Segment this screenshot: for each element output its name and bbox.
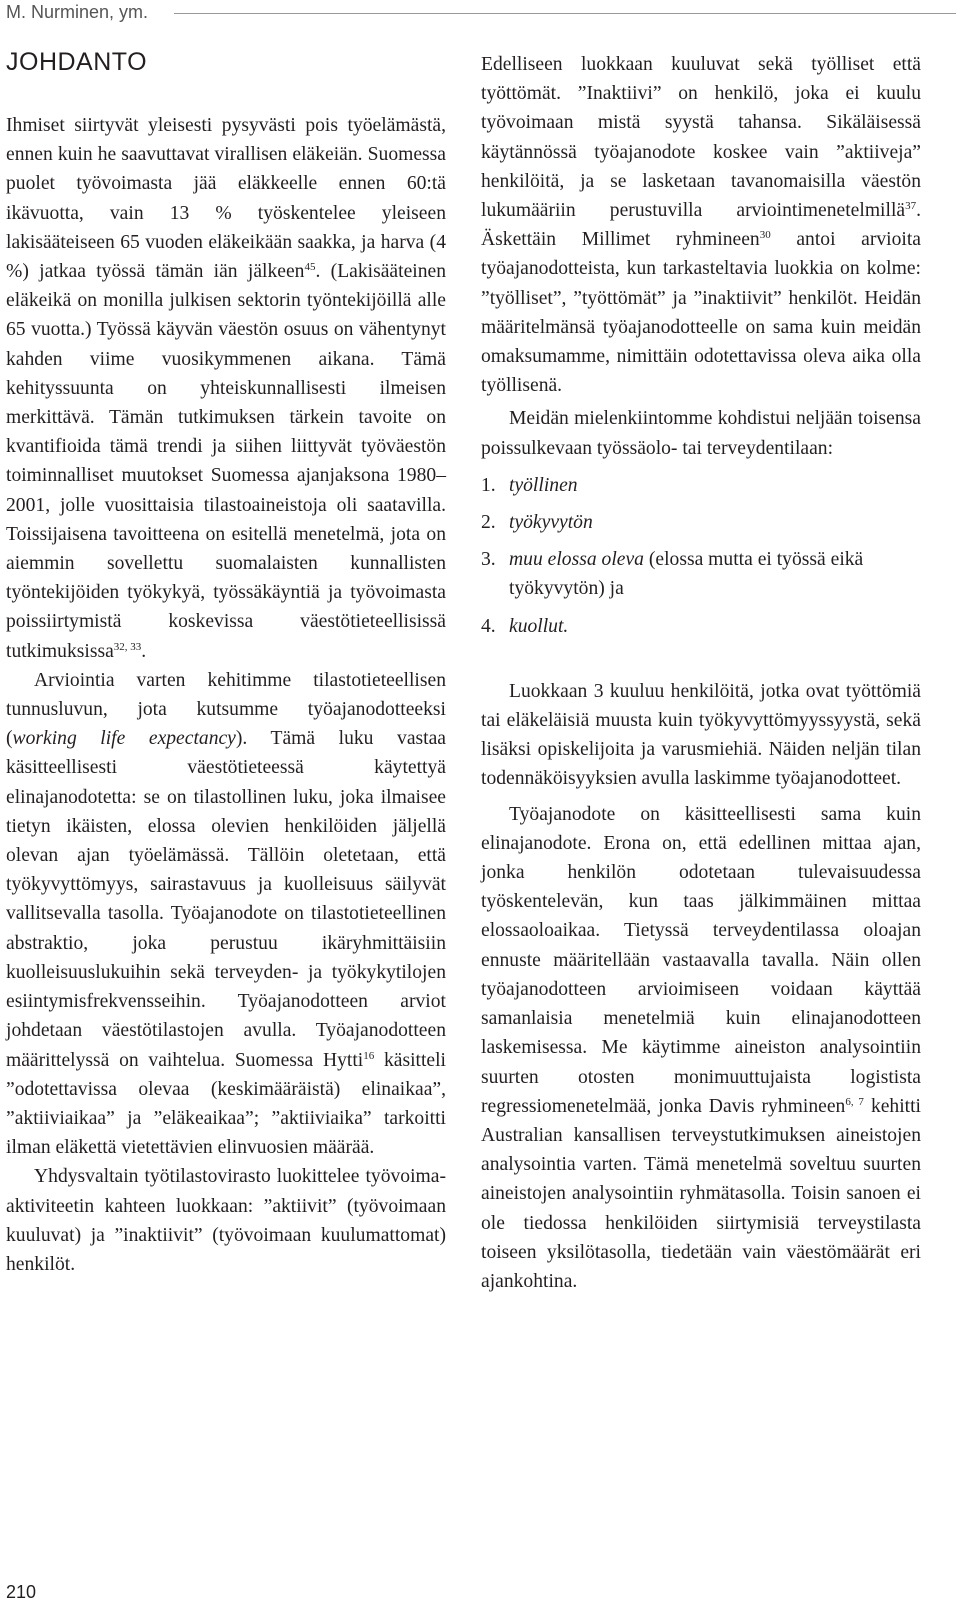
paragraph: Arviointia varten kehitimme tilastotieteellisen tunnusluvun, jota kutsumme työajanodotteeksi (working life expectancy). Tämä luku vastaa käsitteellisesti väestötieteessä käytettyä elinajanodotetta: se on tilastollinen luku, joka ilmaisee tietyn ikäisten, elossa olevien henkilöiden jäljellä olevan ajan työelämässä. Tällöin oletetaan, että työkyvyttömyys, sairastavuus ja kuolleisuus säilyvät vallitsevalla tasolla. Työajanodote on tilastotieteellinen abstraktio, joka perustuu ikäryhmittäisiin kuolleisuuslukuihin sekä terveyden- ja työkykytilojen esiintymisfrekvensseihin. Työajanodotteen arviot johdetaan väestötilastojen avulla. Työajanodotteen määrittelyssä on vaihtelua. Suomessa Hytti$^{16}$ käsitteli ”odotettavissa olevaa (keskimääräistä) elinaikaa”, ”aktiiviaikaa” ja ”eläkeaikaa”; ”aktiiviaika” tarkoitti ilman eläkettä vietettävien elinvuosien määrää. bbox=[6, 669, 446, 1159]
list-item: 3. muu elossa oleva (elossa mutta ei työssä eikä työkyvytön) ja bbox=[481, 549, 864, 600]
section-heading: JOHDANTO bbox=[6, 48, 148, 76]
paragraph: Ihmiset siirtyvät yleisesti pysyvästi pois työelämästä, ennen kuin he saavuttavat virallisen eläkeiän. Suomessa puolet työvoimasta jää eläkkeelle ennen 60:tä ikävuotta, vain 13 % työskentelee yleiseen lakisääteiseen 65 vuoden eläkeikään saakka, ja harva (4 %) jatkaa työssä tämän iän jälkeen$^{45}$. (Lakisääteinen eläkeikä on monilla julkisen sektorin työntekijöillä alle 65 vuotta.) Työssä käyvän väestön osuus on vähentynyt kahden viime vuosikymmenen aikana. Tämä kehityssuunta on yhteiskunnallisesti ilmeisen merkittävä. Tämän tutkimuksen tärkein tavoite on kvantifioida tämä trendi ja siihen liittyvät työväestön toiminnalliset muutokset Suomessa ajanjaksona 1980–2001, jolle vuosittaisia tilastoaineistoja oli saatavilla. Toissijaisena tavoitteena on esitellä menetelmä, jota on aiemmin sovellettu suomalaisten kunnallisten työntekijöiden työkykyä, työssäkäyntiä ja työvoimasta poissiirtymistä koskevissa väestötieteellisissä tutkimuksissa$^{32, 33}$. bbox=[6, 115, 447, 662]
reference: 30 bbox=[759, 229, 771, 242]
running-head bbox=[6, 0, 956, 30]
reference: 37 bbox=[905, 200, 917, 213]
list-item: 4. kuollut. bbox=[481, 615, 569, 637]
reference: 32, 33 bbox=[113, 640, 142, 653]
paragraph: Luokkaan 3 kuuluu henkilöitä, jotka ovat työttömiä tai eläkeläisiä muusta kuin työkyvyttömyyssyystä, sekä lisäksi opiskelijoita ja varusmiehiä. Näiden neljän tilan todennäköisyyksien avulla laskimme työajanodotteet. bbox=[481, 680, 921, 790]
reference: 6, 7 bbox=[845, 1095, 864, 1108]
reference: 16 bbox=[363, 1049, 375, 1062]
paragraph: Yhdysvaltain työtilastovirasto luokittelee työvoima-aktiviteetin kahteen luokkaan: ”aktiivit” (työvoimaan kuuluvat) ja ”inaktiivit” (työvoimaan kuulumattomat) henkilöt. bbox=[6, 1166, 446, 1275]
paragraph: Työajanodote on käsitteellisesti sama kuin elinajanodote. Erona on, että edellinen mittaa ajan, jonka henkilön odotetaan tulevaisuudessa työskentelevän, kun taas jälkimmäinen mittaa elossaoloaikaa. Tietyssä terveydentilassa oloajan ennuste määritellään vastaavalla tavalla. Näin ollen työajanodotteen arvioimiseen voidaan käyttää samanlaisia menetelmiä kuin elinajanodotteen laskemisessa. Me käytimme aineiston analysointiin suurten otosten monimuuttujaista logistista regressiomenetelmää, jonka Davis ryhmineen$^{6, 7}$ kehitti Australian kansallisen terveystutkimuksen aineistojen analysointia varten. Tämä menetelmä soveltuu suurten aineistojen analysointiin ryhmätasolla. Toisin sanoen ei ole tiedossa henkilöiden siirtymisiä terveystilasta toiseen yksilötasolla, tiedetään vain väestömäärät eri ajankohtina. bbox=[481, 803, 922, 1292]
list-item: 2. työkyvytön bbox=[481, 512, 593, 534]
running-head-author: M. Nurminen, ym. bbox=[6, 2, 149, 22]
page-number: 210 bbox=[6, 1582, 37, 1602]
reference: 45 bbox=[304, 261, 316, 274]
list-item: 1. työllinen bbox=[481, 474, 578, 496]
paragraph: Edelliseen luokkaan kuuluvat sekä työlliset että työttömät. ”Inaktiivi” on henkilö, joka ei kuulu työvoimaan mistä syystä tahansa. Sikäläisessä käytännössä työajanodote koskee vain ”aktiiveja” henkilöitä, ja se lasketaan tavanomaisilla väestön lukumääriin perustuvilla arviointimenetelmillä$^{37}$. Äskettäin Millimet ryhmineen$^{30}$ antoi arvioita työajanodotteista, kun tarkasteltavia luokkia on kolme: ”työlliset”, ”työttömät” ja ”inaktiivit” henkilöt. Heidän määritelmänsä työajanodotteelle on sama kuin meidän omaksumamme, nimittäin odotettavissa oleva aika olla työllisenä. bbox=[481, 54, 921, 397]
english-term: working life expectancy bbox=[12, 728, 236, 750]
state-list bbox=[481, 471, 921, 641]
header-rule bbox=[174, 13, 956, 14]
paragraph: Meidän mielenkiintomme kohdistui neljään toisensa poissulkevaan työssäolo- tai terveydentilaan: bbox=[481, 408, 921, 459]
left-column bbox=[6, 111, 446, 1279]
right-column bbox=[481, 50, 921, 1296]
